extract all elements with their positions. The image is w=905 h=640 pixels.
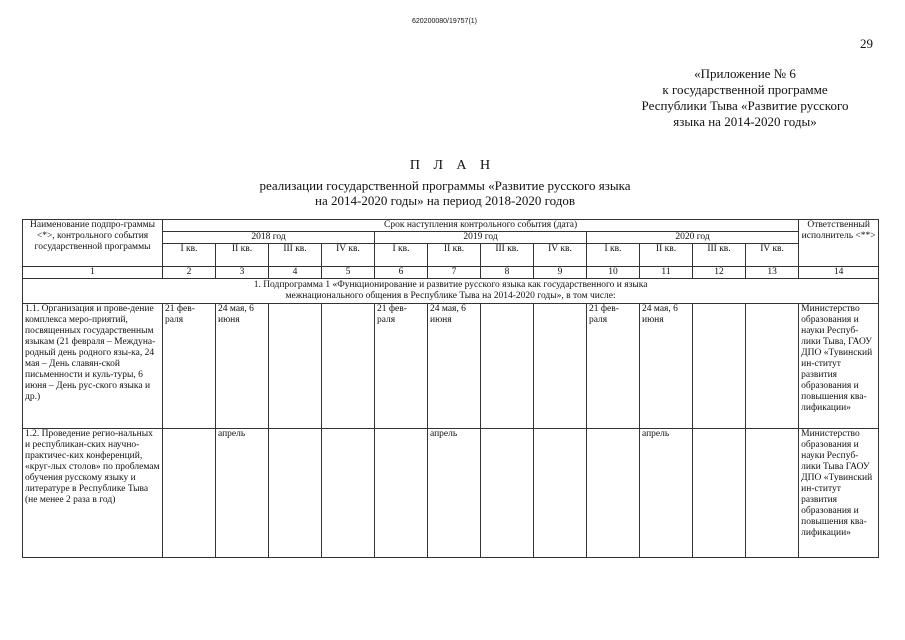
deadline-cell [322, 304, 375, 429]
appendix-heading [600, 66, 890, 130]
deadline-cell [375, 429, 428, 558]
header-quarter: I кв. [587, 244, 640, 267]
deadline-cell [322, 429, 375, 558]
appendix-line-3: Республики Тыва «Развитие русского [641, 98, 849, 113]
header-quarter: III кв. [269, 244, 322, 267]
header-quarter: IV кв. [534, 244, 587, 267]
page-number: 29 [860, 36, 873, 51]
deadline-cell: 21 фев-раля [163, 304, 216, 429]
table-row [23, 429, 879, 558]
deadline-cell: апрель [216, 429, 269, 558]
header-year-2020: 2020 год [587, 232, 799, 244]
column-number: 2 [163, 267, 216, 279]
header-responsible: Ответственный исполнитель <**> [799, 220, 879, 267]
column-number: 5 [322, 267, 375, 279]
column-number: 3 [216, 267, 269, 279]
deadline-cell [269, 429, 322, 558]
event-name: 1.2. Проведение регио-нальных и республикан-ских научно-практичес-ких конференций, «круг-лых столов» по проблемам обучения русскому языку и литературе в Республике Тыва (не менее 2 раза в год) [23, 429, 163, 558]
section-heading [23, 279, 879, 304]
column-number: 9 [534, 267, 587, 279]
header-name: Наименование подпро-граммы <*>, контрольного события государственной программы [23, 220, 163, 267]
plan-title: П Л А Н [409, 158, 496, 173]
deadline-cell [587, 429, 640, 558]
column-number: 14 [799, 267, 879, 279]
deadline-cell: 24 мая, 6 июня [640, 304, 693, 429]
deadline-cell [534, 304, 587, 429]
header-quarter: I кв. [163, 244, 216, 267]
appendix-line-4: языка на 2014-2020 годы» [673, 114, 817, 129]
header-quarter: II кв. [640, 244, 693, 267]
deadline-cell [481, 429, 534, 558]
deadline-cell [693, 429, 746, 558]
column-number: 4 [269, 267, 322, 279]
header-year-2019: 2019 год [375, 232, 587, 244]
column-number: 13 [746, 267, 799, 279]
document-id: 620200080/19757(1) [412, 18, 478, 25]
column-number: 1 [23, 267, 163, 279]
column-number: 12 [693, 267, 746, 279]
plan-subtitle [200, 178, 690, 208]
header-quarter: II кв. [428, 244, 481, 267]
deadline-cell: 21 фев-раля [375, 304, 428, 429]
column-number: 6 [375, 267, 428, 279]
deadline-cell [693, 304, 746, 429]
header-quarter: III кв. [481, 244, 534, 267]
header-quarter: IV кв. [322, 244, 375, 267]
deadline-cell [163, 429, 216, 558]
column-number: 8 [481, 267, 534, 279]
deadline-cell [746, 429, 799, 558]
column-number: 10 [587, 267, 640, 279]
deadline-cell: 24 мая, 6 июня [216, 304, 269, 429]
plan-table [22, 219, 879, 558]
header-quarter: III кв. [693, 244, 746, 267]
header-quarter: II кв. [216, 244, 269, 267]
deadline-cell: 21 фев-раля [587, 304, 640, 429]
deadline-cell [534, 429, 587, 558]
deadline-cell [746, 304, 799, 429]
plan-subtitle-line-2: на 2014-2020 годы» на период 2018-2020 годов [315, 193, 575, 208]
column-number: 7 [428, 267, 481, 279]
header-year-2018: 2018 год [163, 232, 375, 244]
deadline-cell: апрель [640, 429, 693, 558]
event-name: 1.1. Организация и прове-дение комплекса меро-приятий, посвященных государственным языкам (21 февраля – Междуна-родный день родного язы-ка, 24 мая – День славян-ской письменности и куль-туры, 6 июня – День рус-ского языка и др.) [23, 304, 163, 429]
appendix-line-2: к государственной программе [662, 82, 828, 97]
column-number: 11 [640, 267, 693, 279]
responsible-executor: Министерство образования и науки Респуб-лики Тыва ГАОУ ДПО «Тувинский ин-ститут развития образования и повышения ква-лификации» [799, 429, 879, 558]
table-row [23, 304, 879, 429]
deadline-cell [269, 304, 322, 429]
section-heading-line-2: межнационального общения в Республике Тыва на 2014-2020 годы», в том числе: [285, 291, 616, 301]
appendix-line-1: «Приложение № 6 [694, 66, 796, 81]
header-quarter: IV кв. [746, 244, 799, 267]
header-quarter: I кв. [375, 244, 428, 267]
section-heading-line-1: 1. Подпрограмма 1 «Функционирование и развитие русского языка как государственного и языка [253, 280, 648, 290]
deadline-cell: апрель [428, 429, 481, 558]
responsible-executor: Министерство образования и науки Респуб-лики Тыва, ГАОУ ДПО «Тувинский ин-ститут развития образования и повышения ква-лификации» [799, 304, 879, 429]
deadline-cell: 24 мая, 6 июня [428, 304, 481, 429]
header-deadline: Срок наступления контрольного события (дата) [163, 220, 799, 232]
deadline-cell [481, 304, 534, 429]
plan-subtitle-line-1: реализации государственной программы «Развитие русского языка [259, 178, 631, 193]
